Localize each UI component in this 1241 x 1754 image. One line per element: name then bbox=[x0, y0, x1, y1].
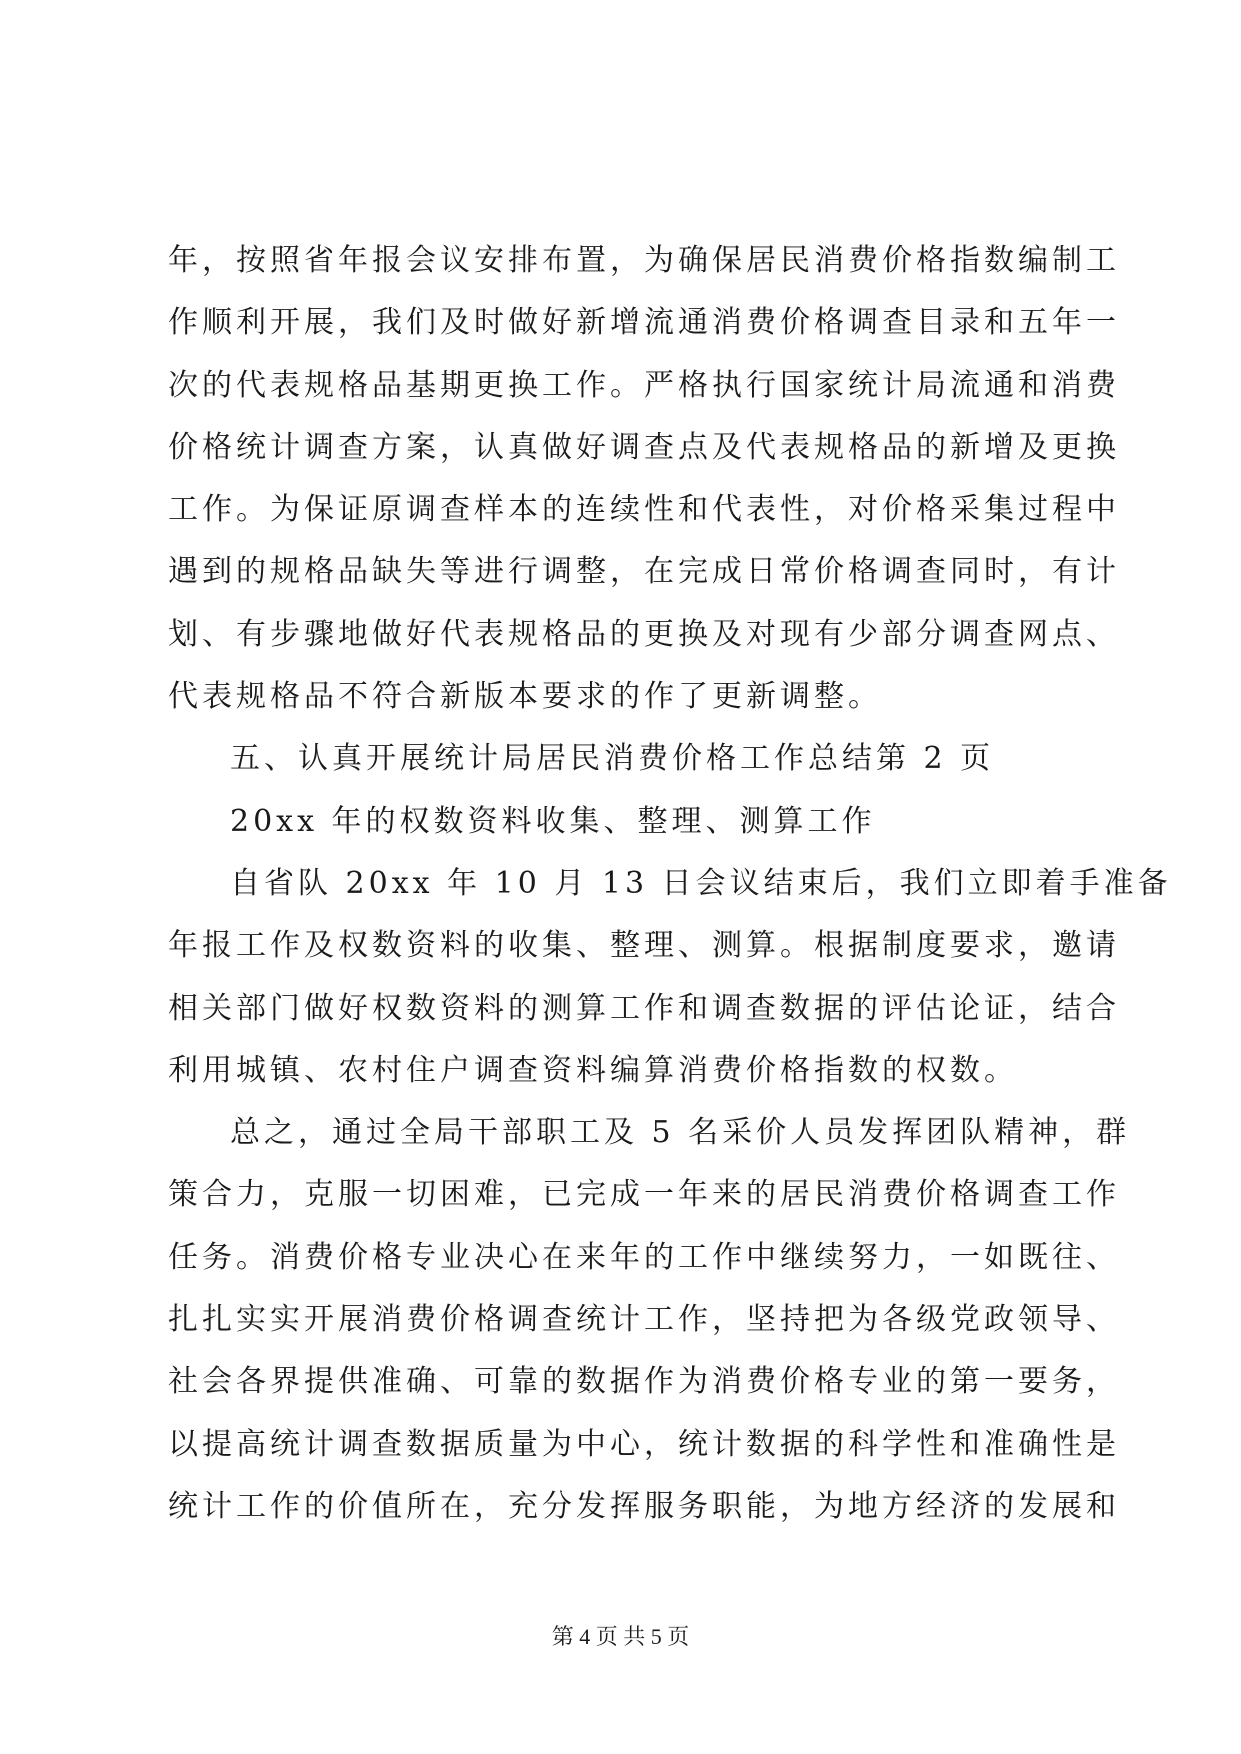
text-line: 统计工作的价值所在，充分发挥服务职能，为地方经济的发展和 bbox=[168, 1488, 1120, 1524]
text-line: 次的代表规格品基期更换工作。严格执行国家统计局流通和消费 bbox=[168, 367, 1120, 403]
text-line: 遇到的规格品缺失等进行调整，在完成日常价格调查同时，有计 bbox=[168, 554, 1120, 590]
section-heading-continued: 20xx 年的权数资料收集、整理、测算工作 bbox=[230, 803, 876, 839]
text-line: 相关部门做好权数资料的测算工作和调查数据的评估论证，结合 bbox=[168, 990, 1120, 1026]
text-line: 作顺利开展，我们及时做好新增流通消费价格调查目录和五年一 bbox=[168, 305, 1120, 341]
text-line: 社会各界提供准确、可靠的数据作为消费价格专业的第一要务， bbox=[168, 1364, 1120, 1400]
text-line: 划、有步骤地做好代表规格品的更换及对现有少部分调查网点、 bbox=[168, 616, 1120, 652]
text-line: 价格统计调查方案，认真做好调查点及代表规格品的新增及更换 bbox=[168, 429, 1120, 465]
section-heading: 五、认真开展统计局居民消费价格工作总结第 2 页 bbox=[230, 741, 995, 777]
text-line: 任务。消费价格专业决心在来年的工作中继续努力，一如既往、 bbox=[168, 1239, 1120, 1275]
text-line: 年报工作及权数资料的收集、整理、测算。根据制度要求，邀请 bbox=[168, 928, 1120, 964]
text-line: 自省队 20xx 年 10 月 13 日会议结束后，我们立即着手准备 bbox=[230, 865, 1172, 901]
text-line: 总之，通过全局干部职工及 5 名采价人员发挥团队精神，群 bbox=[230, 1115, 1131, 1151]
page-footer: 第 4 页 共 5 页 bbox=[551, 1624, 690, 1649]
text-line: 年，按照省年报会议安排布置，为确保居民消费价格指数编制工 bbox=[168, 243, 1120, 278]
text-line: 策合力，克服一切困难，已完成一年来的居民消费价格调查工作 bbox=[168, 1177, 1120, 1213]
text-line: 代表规格品不符合新版本要求的作了更新调整。 bbox=[168, 679, 882, 715]
body-text bbox=[168, 230, 1172, 1538]
text-line: 扎扎实实开展消费价格调查统计工作，坚持把为各级党政领导、 bbox=[168, 1302, 1120, 1338]
text-line: 利用城镇、农村住户调查资料编算消费价格指数的权数。 bbox=[168, 1052, 1018, 1088]
text-line: 工作。为保证原调查样本的连续性和代表性，对价格采集过程中 bbox=[168, 492, 1120, 528]
text-line: 以提高统计调查数据质量为中心，统计数据的科学性和准确性是 bbox=[168, 1426, 1120, 1462]
